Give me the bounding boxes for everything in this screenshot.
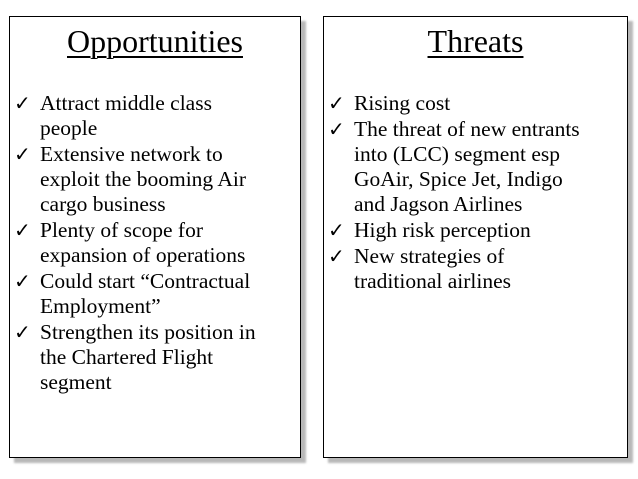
list-item [324,91,623,116]
threats-list [324,91,623,295]
list-item-text: The threat of new entrants into (LCC) segment esp GoAir, Spice Jet, Indigo and Jagson Airlines [354,117,580,216]
list-item-text: Plenty of scope for expansion of operations [40,218,246,267]
list-item [10,218,296,268]
list-item [324,244,623,294]
list-item [324,117,623,217]
checkmark-icon: ✓ [14,269,31,293]
opportunities-title: Opportunities [67,23,243,59]
list-item [10,142,296,217]
list-item [10,269,296,319]
checkmark-icon: ✓ [328,117,345,141]
checkmark-icon: ✓ [328,91,345,115]
list-item-text: New strategies of traditional airlines [354,244,512,293]
list-item [10,91,296,141]
opportunities-panel [9,16,301,458]
checkmark-icon: ✓ [14,142,31,166]
threats-panel [323,16,628,458]
list-item-text: Extensive network to exploit the booming Air cargo business [40,142,247,216]
list-item [10,320,296,395]
list-item-text: High risk perception [354,218,531,242]
opportunities-list [10,91,296,396]
checkmark-icon: ✓ [14,218,31,242]
list-item [324,218,623,243]
checkmark-icon: ✓ [14,320,31,344]
list-item-text: Attract middle class people [40,91,212,140]
checkmark-icon: ✓ [328,244,345,268]
checkmark-icon: ✓ [328,218,345,242]
threats-title: Threats [427,23,524,59]
list-item-text: Rising cost [354,91,451,115]
checkmark-icon: ✓ [14,91,31,115]
list-item-text: Strengthen its position in the Chartered Flight segment [40,320,256,394]
list-item-text: Could start “Contractual Employment” [40,269,251,318]
